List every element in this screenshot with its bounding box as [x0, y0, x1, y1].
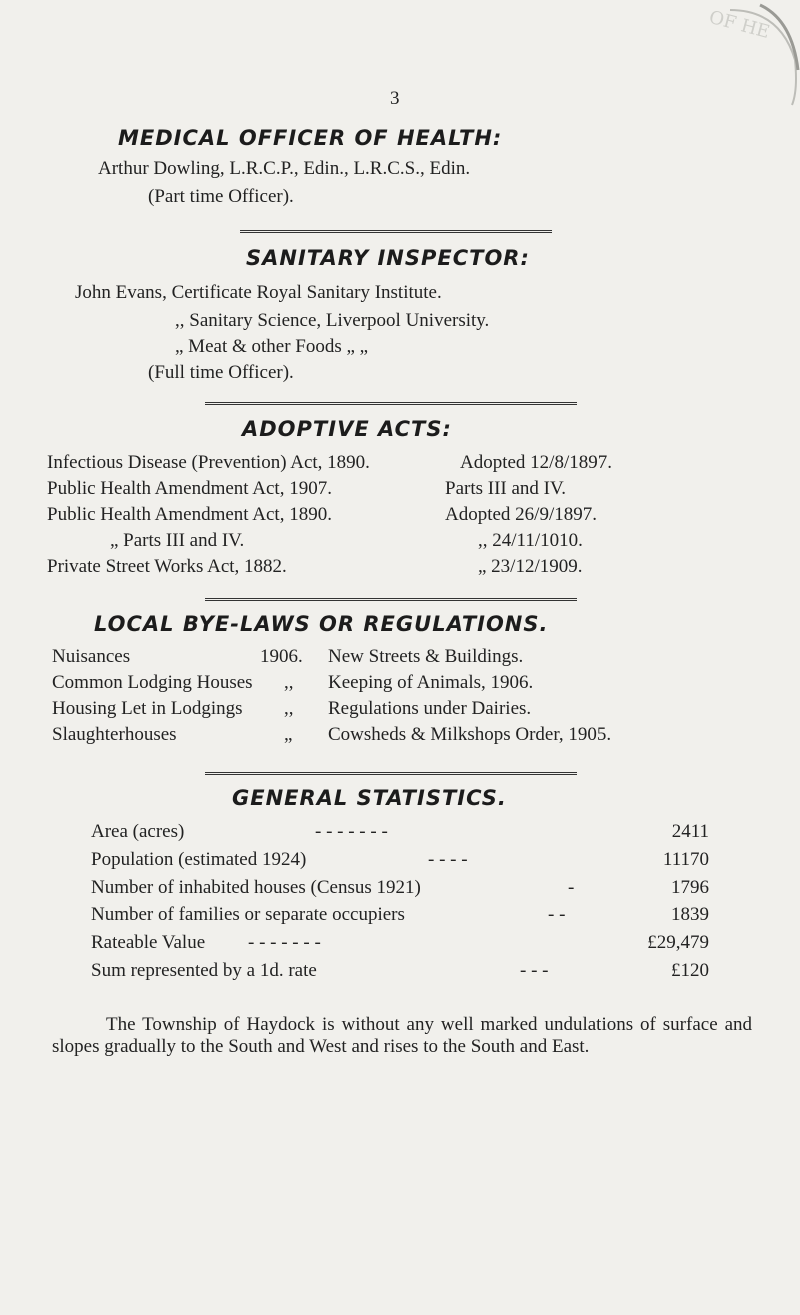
moh-heading: MEDICAL OFFICER OF HEALTH: — [118, 126, 503, 150]
inspector-line: John Evans, Certificate Royal Sanitary Institute. — [75, 282, 442, 303]
act-status: ,, 24/11/1010. — [478, 530, 583, 551]
moh-line: (Part time Officer). — [148, 186, 294, 207]
stat-value: 1796 — [671, 877, 709, 898]
township-description: The Township of Haydock is without any well marked undulations of surface and slopes gradually to the South and West and rises to the South and East. — [52, 1014, 752, 1057]
stat-label: Number of inhabited houses (Census 1921) — [91, 877, 421, 898]
byelaw-right: Cowsheds & Milkshops Order, 1905. — [328, 724, 612, 745]
stat-label: Number of families or separate occupiers — [91, 904, 405, 925]
act-name: Infectious Disease (Prevention) Act, 1890. — [47, 452, 370, 473]
byelaws-heading: LOCAL BYE-LAWS OR REGULATIONS. — [94, 612, 549, 636]
act-status: Parts III and IV. — [445, 478, 567, 499]
byelaw-name: Common Lodging Houses — [52, 672, 253, 693]
byelaw-year: „ — [284, 724, 293, 745]
moh-line: Arthur Dowling, L.R.C.P., Edin., L.R.C.S., Edin. — [98, 158, 471, 179]
act-name: Public Health Amendment Act, 1907. — [47, 478, 332, 499]
stat-label: Rateable Value — [91, 932, 206, 953]
page-number: 3 — [390, 88, 400, 109]
stat-dots: - - — [548, 904, 566, 925]
act-status: „ 23/12/1909. — [478, 556, 583, 577]
divider — [205, 772, 577, 775]
stat-value: £120 — [671, 960, 709, 981]
stat-row — [0, 960, 800, 986]
divider — [240, 230, 552, 233]
byelaw-name: Slaughterhouses — [52, 724, 177, 745]
svg-text:OF HE: OF HE — [706, 6, 772, 44]
inspector-line: „ Meat & other Foods „ „ — [175, 336, 369, 357]
stat-row — [0, 904, 800, 930]
act-name: „ Parts III and IV. — [110, 530, 245, 551]
stat-dots: - — [568, 877, 575, 898]
act-status: Adopted 12/8/1897. — [460, 452, 612, 473]
byelaw-right: Regulations under Dairies. — [328, 698, 532, 719]
byelaw-right: Keeping of Animals, 1906. — [328, 672, 534, 693]
byelaw-name: Housing Let in Lodgings — [52, 698, 243, 719]
byelaw-year: 1906. — [260, 646, 303, 667]
byelaw-name: Nuisances — [52, 646, 131, 667]
byelaw-right: New Streets & Buildings. — [328, 646, 524, 667]
act-name: Private Street Works Act, 1882. — [47, 556, 287, 577]
inspector-line: ,, Sanitary Science, Liverpool University. — [175, 310, 490, 331]
stat-row — [0, 849, 800, 875]
byelaw-year: ,, — [284, 698, 294, 719]
stat-label: Sum represented by a 1d. rate — [91, 960, 317, 981]
stat-row — [0, 877, 800, 903]
stat-dots: - - - - - - - — [315, 821, 388, 842]
inspector-line: (Full time Officer). — [148, 362, 294, 383]
library-stamp — [700, 0, 800, 110]
adoptive-acts-heading: ADOPTIVE ACTS: — [242, 417, 452, 441]
stat-value: 2411 — [671, 821, 709, 842]
divider — [205, 402, 577, 405]
statistics-heading: GENERAL STATISTICS. — [232, 786, 507, 810]
stat-value: £29,479 — [647, 932, 709, 953]
act-status: Adopted 26/9/1897. — [445, 504, 597, 525]
stat-dots: - - - - — [428, 849, 468, 870]
stat-dots: - - - - - - - — [248, 932, 321, 953]
stat-dots: - - - — [520, 960, 549, 981]
inspector-heading: SANITARY INSPECTOR: — [246, 246, 530, 270]
stat-label: Area (acres) — [91, 821, 185, 842]
stat-value: 1839 — [671, 904, 709, 925]
stat-row — [0, 932, 800, 958]
stat-label: Population (estimated 1924) — [91, 849, 307, 870]
act-name: Public Health Amendment Act, 1890. — [47, 504, 332, 525]
stat-row — [0, 821, 800, 847]
stat-value: 11170 — [662, 849, 709, 870]
byelaw-year: ,, — [284, 672, 294, 693]
divider — [205, 598, 577, 601]
